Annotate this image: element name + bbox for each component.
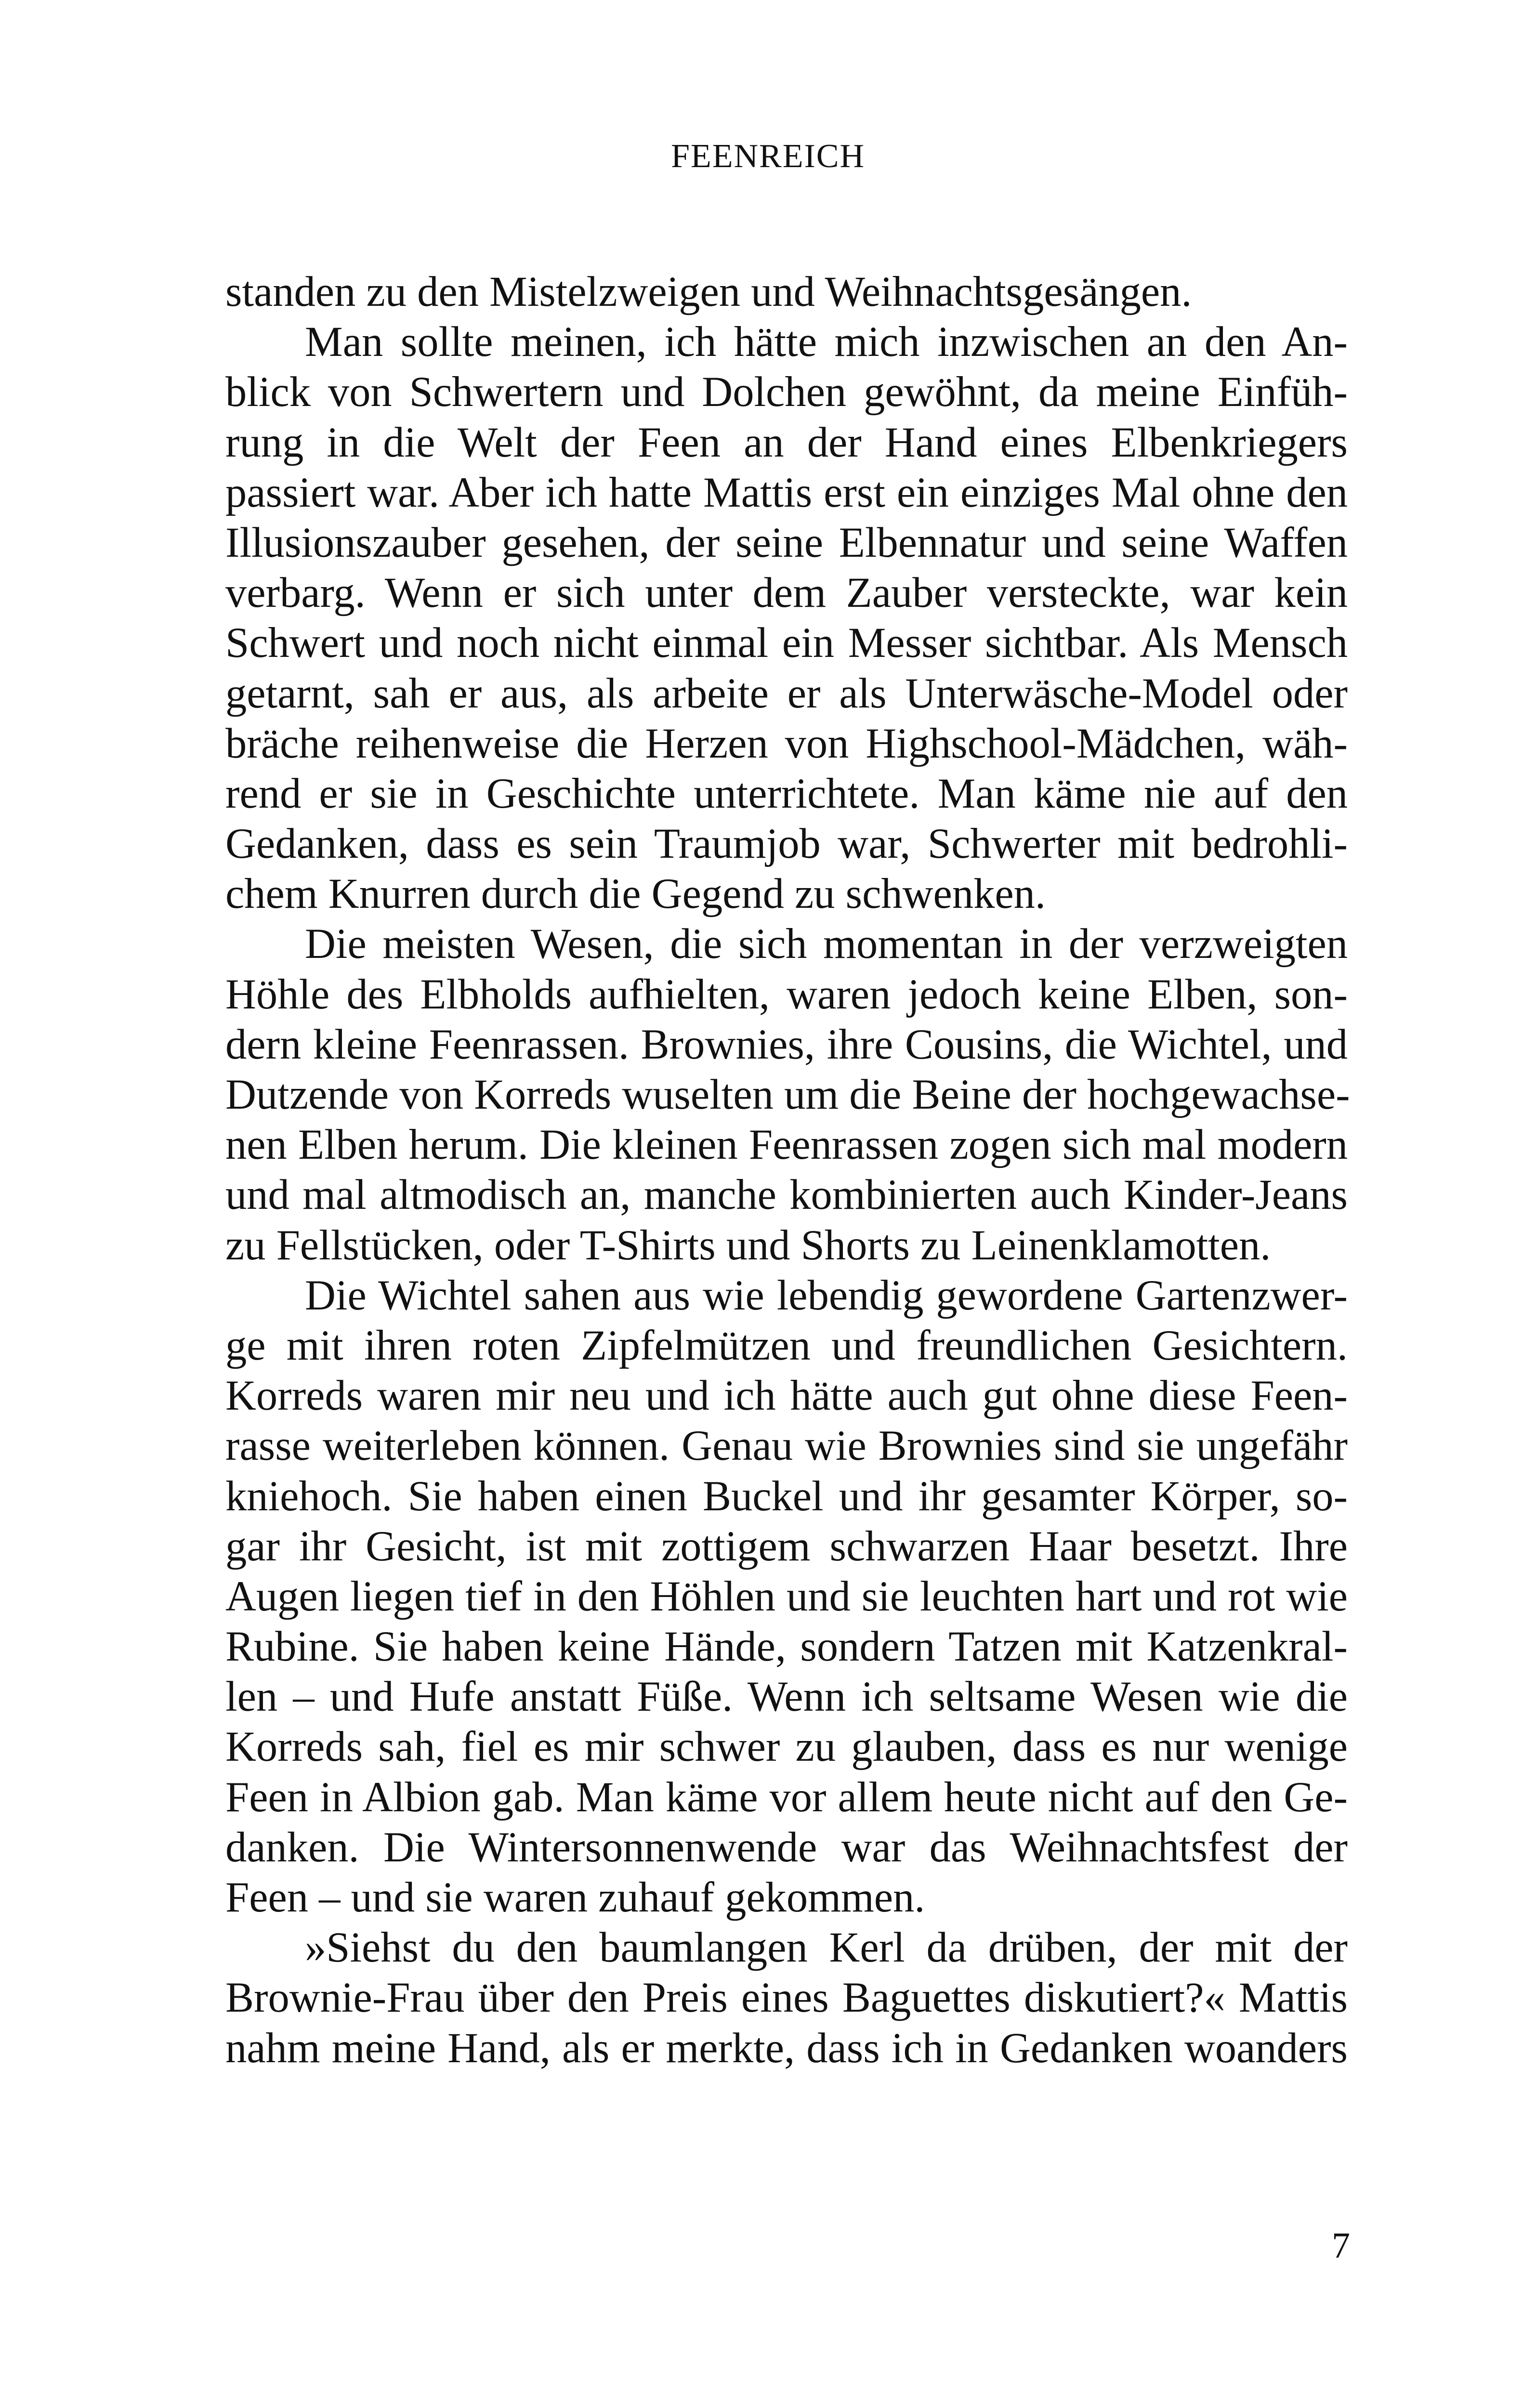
text-line: Brownie-Frau über den Preis eines Baguettes diskutiert?« Mattis [225, 1974, 1348, 2022]
text-line: rung in die Welt der Feen an der Hand eines Elbenkriegers [225, 419, 1348, 466]
text-line: »Siehst du den baumlangen Kerl da drüben, der mit der [305, 1924, 1348, 1972]
text-line: Schwert und noch nicht einmal ein Messer sichtbar. Als Mensch [225, 619, 1348, 667]
text-line: danken. Die Wintersonnenwende war das Weihnachtsfest der [225, 1823, 1348, 1871]
running-title: FEENREICH [671, 138, 865, 175]
text-line: rasse weiterleben können. Genau wie Brownies sind sie ungefähr [225, 1422, 1348, 1470]
text-line: Korreds sah, fiel es mir schwer zu glauben, dass es nur wenige [225, 1723, 1348, 1771]
text-line: chem Knurren durch die Gegend zu schwenken. [225, 870, 1046, 918]
text-line: Augen liegen tief in den Höhlen und sie leuchten hart und rot wie [225, 1572, 1348, 1620]
text-line: blick von Schwertern und Dolchen gewöhnt, da meine Einfüh- [225, 368, 1348, 416]
text-line: Rubine. Sie haben keine Hände, sondern Tatzen mit Katzenkral- [225, 1623, 1348, 1671]
text-line: getarnt, sah er aus, als arbeite er als Unterwäsche-Model oder [225, 669, 1348, 717]
text-line: Feen – und sie waren zuhauf gekommen. [225, 1874, 925, 1921]
text-line: verbarg. Wenn er sich unter dem Zauber versteckte, war kein [225, 569, 1348, 617]
text-line: zu Fellstücken, oder T-Shirts und Shorts zu Leinenklamotten. [225, 1221, 1271, 1269]
text-line: kniehoch. Sie haben einen Buckel und ihr gesamter Körper, so- [225, 1472, 1348, 1520]
text-line: standen zu den Mistelzweigen und Weihnachtsgesängen. [225, 268, 1192, 315]
page-number: 7 [1332, 2225, 1350, 2266]
text-line: bräche reihenweise die Herzen von Highschool-Mädchen, wäh- [225, 720, 1348, 767]
text-line: dern kleine Feenrassen. Brownies, ihre Cousins, die Wichtel, und [225, 1021, 1348, 1068]
text-line: Die meisten Wesen, die sich momentan in der verzweigten [305, 920, 1348, 968]
text-line: gar ihr Gesicht, ist mit zottigem schwarzen Haar besetzt. Ihre [225, 1522, 1348, 1570]
text-line: rend er sie in Geschichte unterrichtete. Man käme nie auf den [225, 770, 1348, 817]
text-line: ge mit ihren roten Zipfelmützen und freundlichen Gesichtern. [225, 1322, 1348, 1369]
text-line: nahm meine Hand, als er merkte, dass ich in Gedanken woanders [225, 2024, 1348, 2072]
text-line: Illusionszauber gesehen, der seine Elbennatur und seine Waffen [225, 519, 1348, 566]
text-line: Dutzende von Korreds wuselten um die Beine der hochgewachse- [225, 1071, 1350, 1118]
text-line: Korreds waren mir neu und ich hätte auch gut ohne diese Feen- [225, 1372, 1348, 1420]
text-line: len – und Hufe anstatt Füße. Wenn ich seltsame Wesen wie die [225, 1673, 1348, 1721]
text-line: und mal altmodisch an, manche kombinierten auch Kinder-Jeans [225, 1171, 1348, 1219]
text-line: nen Elben herum. Die kleinen Feenrassen zogen sich mal modern [225, 1121, 1348, 1169]
text-line: Höhle des Elbholds aufhielten, waren jedoch keine Elben, son- [225, 970, 1348, 1018]
page-body [225, 267, 1348, 2073]
text-line: Die Wichtel sahen aus wie lebendig gewordene Gartenzwer- [305, 1271, 1348, 1319]
text-line: Feen in Albion gab. Man käme vor allem heute nicht auf den Ge- [225, 1773, 1348, 1821]
text-line: Gedanken, dass es sein Traumjob war, Schwerter mit bedrohli- [225, 820, 1348, 868]
text-line: passiert war. Aber ich hatte Mattis erst ein einziges Mal ohne den [225, 469, 1348, 516]
text-line: Man sollte meinen, ich hätte mich inzwischen an den An- [305, 318, 1348, 366]
